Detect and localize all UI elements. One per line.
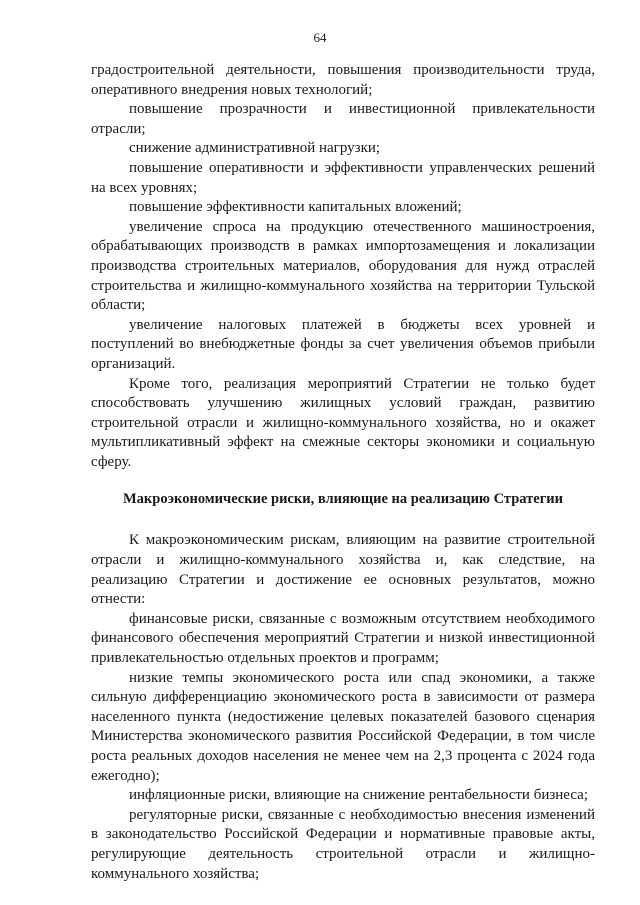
page-number: 64 [313,30,327,45]
paragraph: низкие темпы экономического роста или спад экономики, а также сильную дифференциацию экономического роста в зависимости от размера населенного пункта (недостижение целевых показателей базового сценария Министерства экономического развития Российской Федерации, в том числе роста реальных доходов населения не менее чем на 2,3 процента с 2024 года ежегодно); [91,669,595,784]
paragraph: повышение эффективности капитальных вложений; [129,199,462,216]
spacer [91,509,595,531]
spacer [91,472,595,490]
paragraph: инфляционные риски, влияющие на снижение рентабельности бизнеса; [129,787,589,804]
paragraph: увеличение налоговых платежей в бюджеты всех уровней и поступлений во внебюджетные фонды за счет увеличения объемов прибыли организаций. [91,316,595,372]
paragraph: снижение административной нагрузки; [129,140,381,157]
paragraph: повышение оперативности и эффективности управленческих решений на всех уровнях; [91,159,595,196]
paragraph: Кроме того, реализация мероприятий Стратегии не только будет способствовать улучшению жилищных условий граждан, развитию строительной отрасли и жилищно-коммунального хозяйства, но и окажет мультипликативный эффект на смежные секторы экономики и социальную сферу. [91,375,595,470]
paragraph: К макроэкономическим рискам, влияющим на развитие строительной отрасли и жилищно-коммунального хозяйства и, как следствие, на реализацию Стратегии и достижение ее основных результатов, можно отнести: [91,532,595,608]
paragraph: регуляторные риски, связанные с необходимостью внесения изменений в законодательство Российской Федерации и нормативные правовые акты, регулирующие деятельность строительной отрасли и жилищно-коммунального хозяйства; [91,806,595,882]
paragraph: увеличение спроса на продукцию отечественного машиностроения, обрабатывающих производств в рамках импортозамещения и локализации производства строительных материалов, оборудования для нужд отраслей строительства и жилищно-коммунального хозяйства на территории Тульской области; [91,218,595,314]
page-content [91,61,595,884]
paragraph: градостроительной деятельности, повышения производительности труда, оперативного внедрения новых технологий; [91,62,595,98]
paragraph: финансовые риски, связанные с возможным отсутствием необходимого финансового обеспечения мероприятий Стратегии и низкой инвестиционной привлекательностью отдельных проектов и программ; [91,610,595,667]
section-heading: Макроэкономические риски, влияющие на реализацию Стратегии [123,491,563,508]
paragraph: повышение прозрачности и инвестиционной привлекательности отрасли; [91,101,595,137]
